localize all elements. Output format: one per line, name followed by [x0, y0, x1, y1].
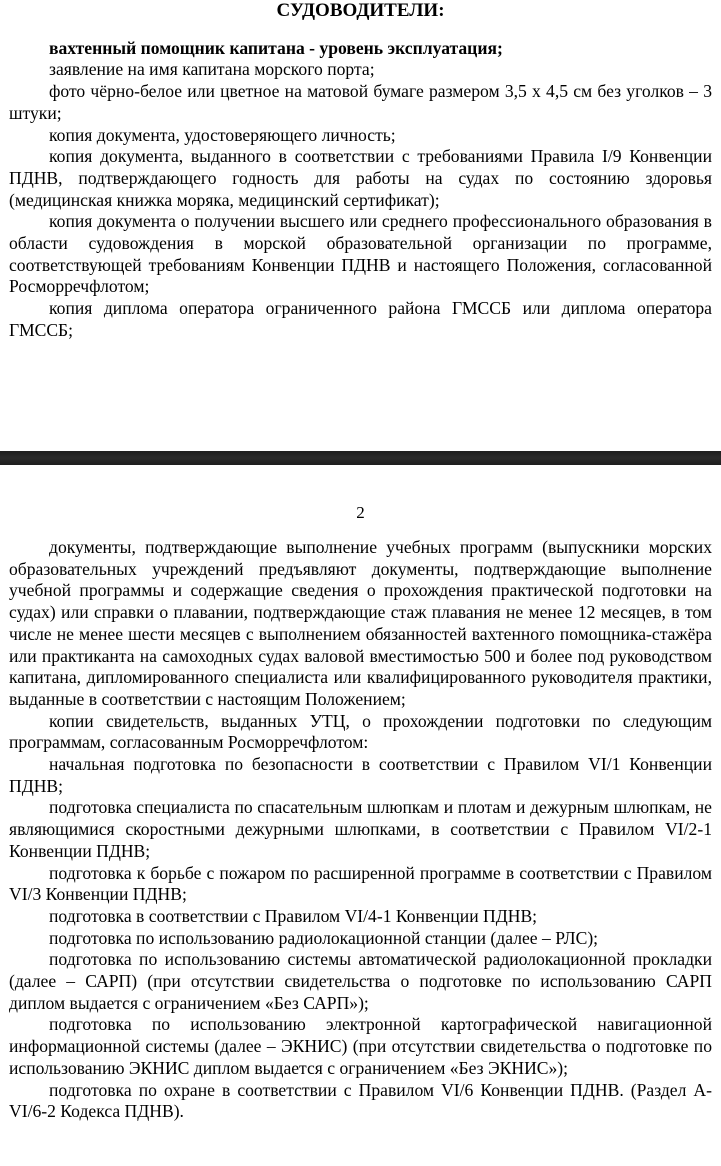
document-page-2 [0, 465, 721, 1166]
page-1-text [9, 0, 712, 342]
list-item: подготовка по охране в соответствии с Правилом VI/6 Конвенции ПДНВ. (Раздел A-VI/6-2 Кодекса ПДНВ). [9, 1079, 712, 1122]
list-item: подготовка к борьбе с пожаром по расширенной программе в соответствии с Правилом VI/3 Конвенции ПДНВ; [9, 862, 712, 905]
list-item: копия документа, удостоверяющего личность; [49, 124, 396, 145]
document-page-1 [0, 0, 721, 451]
list-item: копии свидетельств, выданных УТЦ, о прохождении подготовки по следующим программам, согласованным Росморречфлотом: [9, 710, 712, 753]
section-title: СУДОВОДИТЕЛИ: [276, 0, 445, 21]
list-item: подготовка в соответствии с Правилом VI/4-1 Конвенции ПДНВ; [49, 905, 538, 926]
page-number: 2 [356, 503, 365, 522]
list-item: заявление на имя капитана морского порта; [49, 59, 375, 80]
list-item: подготовка по использованию системы автоматической радиолокационной прокладки (далее – САРП) (при отсутствии свидетельства о подготовке по использованию САРП диплом выдается с ограничением «Без САРП»); [9, 949, 712, 1013]
list-item: подготовка специалиста по спасательным шлюпкам и плотам и дежурным шлюпкам, не являющимися скоростными дежурными шлюпками, в соответствии с Правилом VI/2-1 Конвенции ПДНВ; [9, 797, 712, 861]
list-item: копия диплома оператора ограниченного района ГМССБ или диплома оператора ГМССБ; [9, 298, 712, 340]
list-item: подготовка по использованию электронной картографической навигационной информационной системы (далее – ЭКНИС) (при отсутствии свидетельства о подготовке по использованию ЭКНИС диплом выдается с ограничением «Без ЭКНИС»); [9, 1014, 712, 1078]
list-item: копия документа, выданного в соответствии с требованиями Правила I/9 Конвенции ПДНВ, подтверждающего годность для работы на судах по состоянию здоровья (медицинская книжка моряка, медицинский сертификат); [9, 146, 712, 210]
page-2-text [9, 537, 712, 1123]
list-item: подготовка по использованию радиолокационной станции (далее – РЛС); [49, 927, 599, 948]
list-item: начальная подготовка по безопасности в соответствии с Правилом VI/1 Конвенции ПДНВ; [9, 754, 712, 796]
list-item: документы, подтверждающие выполнение учебных программ (выпускники морских образовательных учреждений предъявляют документы, подтверждающие выполнение учебной программы и содержащие сведения о прохождения практической подготовки на судах) или справки о плавании, подтверждающие стаж плавания не менее 12 месяцев, в том числе не менее шести месяцев с выполнением обязанностей вахтенного помощника-стажёра или практиканта на самоходных судах валовой вместимостью 500 и более под руководством капитана, дипломированного специалиста или квалифицированного руководителя практики, выданные в соответствии с настоящим Положением; [9, 537, 712, 709]
page-separator [0, 451, 721, 465]
position-heading: вахтенный помощник капитана - уровень эксплуатация; [49, 37, 503, 58]
list-item: фото чёрно-белое или цветное на матовой бумаге размером 3,5 х 4,5 см без уголков – 3 штуки; [9, 81, 712, 123]
list-item: копия документа о получении высшего или среднего профессионального образования в области судовождения в морской образовательной организации по программе, соответствующей требованиям Конвенции ПДНВ и настоящего Положения, согласованной Росморречфлотом; [9, 211, 712, 297]
